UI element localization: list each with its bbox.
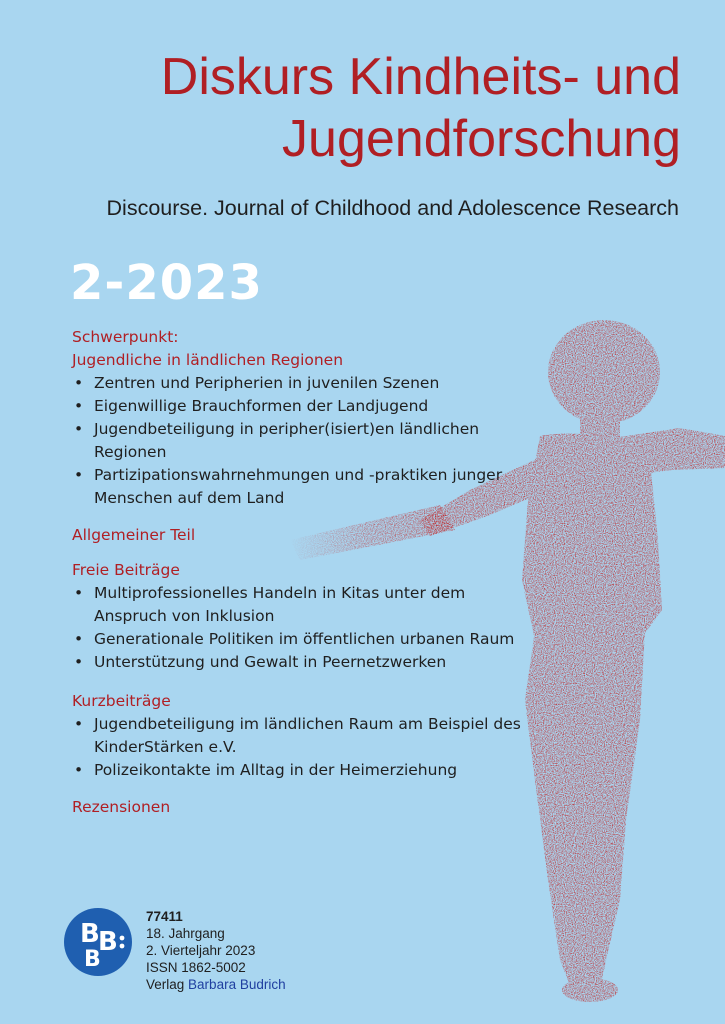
volume: 18. Jahrgang bbox=[146, 926, 225, 941]
short-list bbox=[72, 713, 542, 782]
list-item: • Partizipationswahrnehmungen und -praktiken junger Menschen auf dem Land bbox=[72, 464, 542, 510]
list-item: • Generationale Politiken im öffentlichen urbanen Raum bbox=[72, 628, 542, 651]
list-item: • Jugendbeteiligung in peripher(isiert)en ländlichen Regionen bbox=[72, 418, 542, 464]
quarter: 2. Vierteljahr 2023 bbox=[146, 943, 256, 958]
focus-list bbox=[72, 372, 542, 510]
svg-text:B: B bbox=[80, 919, 100, 949]
list-item: • Polizeikontakte im Alltag in der Heimerziehung bbox=[72, 759, 542, 782]
short-section-heading: Kurzbeiträge bbox=[72, 692, 171, 710]
list-item: • Multiprofessionelles Handeln in Kitas unter dem Anspruch von Inklusion bbox=[72, 582, 542, 628]
list-item: • Eigenwillige Brauchformen der Landjugend bbox=[72, 395, 542, 418]
free-list bbox=[72, 582, 542, 674]
journal-title-line1: Diskurs Kindheits- und bbox=[160, 48, 681, 106]
focus-title: Jugendliche in ländlichen Regionen bbox=[72, 351, 344, 369]
verlag-prefix: Verlag bbox=[146, 977, 185, 992]
list-item: • Jugendbeteiligung im ländlichen Raum am Beispiel des KinderStärken e.V. bbox=[72, 713, 542, 759]
general-section-heading: Allgemeiner Teil bbox=[72, 526, 196, 544]
focus-label: Schwerpunkt: bbox=[72, 328, 179, 346]
reviews-section-heading: Rezensionen bbox=[72, 798, 171, 816]
list-item: • Zentren und Peripherien in juvenilen Szenen bbox=[72, 372, 542, 395]
table-of-contents bbox=[72, 326, 542, 819]
journal-title-line2: Jugendforschung bbox=[282, 110, 681, 168]
free-section-heading: Freie Beiträge bbox=[72, 561, 180, 579]
journal-number: 77411 bbox=[146, 909, 183, 924]
issn: ISSN 1862-5002 bbox=[146, 960, 246, 975]
svg-text:B: B bbox=[98, 927, 118, 957]
verlag-name: Barbara Budrich bbox=[188, 977, 286, 992]
svg-text:B: B bbox=[84, 947, 101, 972]
issue-number: 2-2023 bbox=[70, 255, 263, 311]
list-item: • Unterstützung und Gewalt in Peernetzwerken bbox=[72, 651, 542, 674]
journal-subtitle: Discourse. Journal of Childhood and Adolescence Research bbox=[106, 196, 679, 220]
